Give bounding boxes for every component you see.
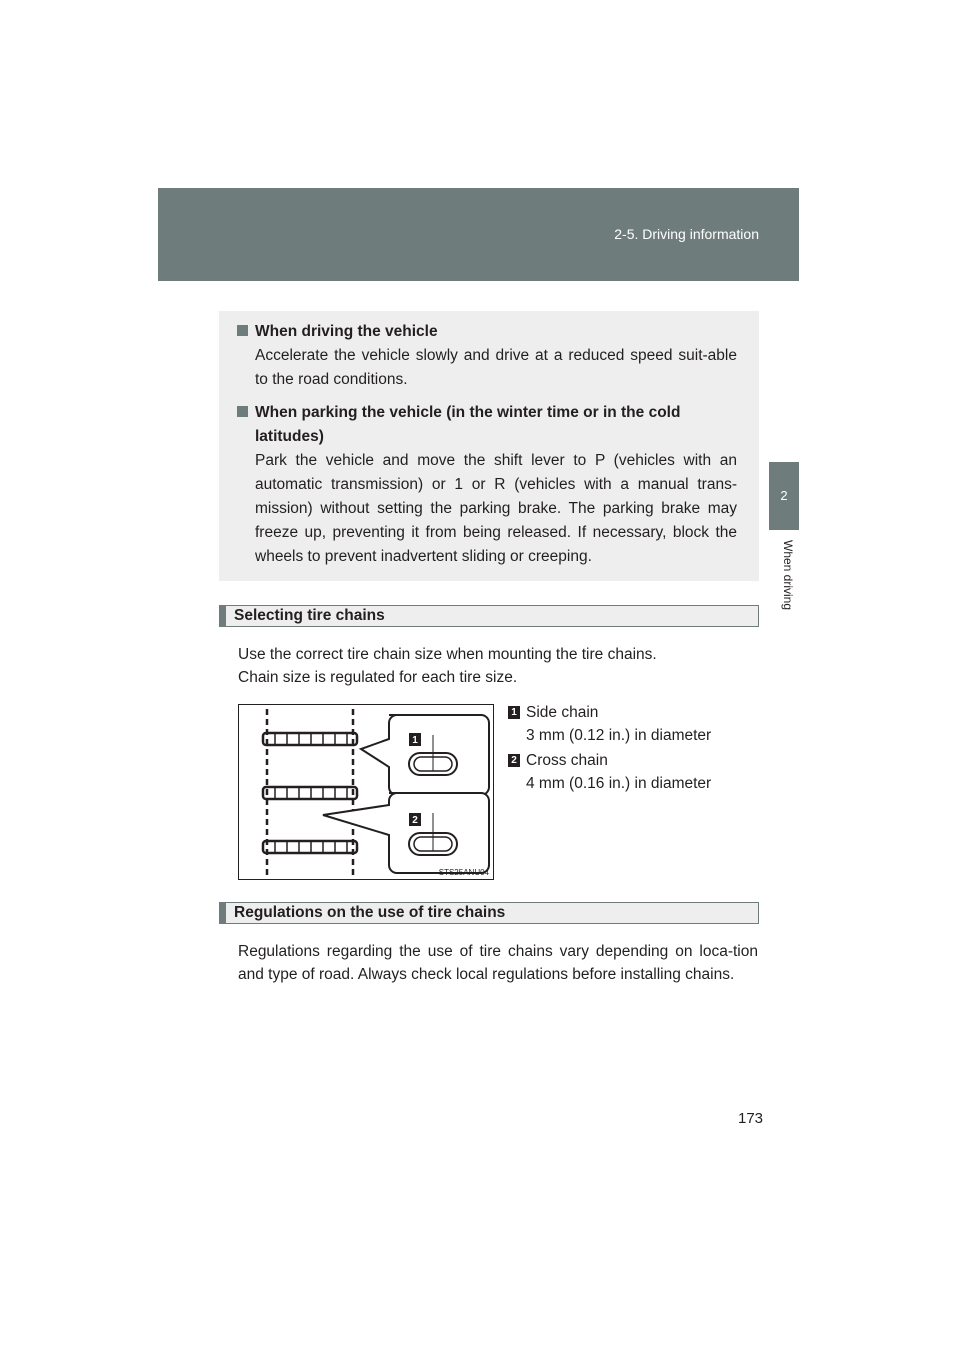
callout-item <box>508 749 711 795</box>
note-body: Park the vehicle and move the shift lever to P (vehicles with an automatic transmission) or 1 or R (vehicles with a manual trans-mission) without setting the parking brake. The parking brake may freeze up, preventing it from being released. If necessary, block the wheels to prevent inadvertent sliding or creeping. <box>255 452 737 565</box>
callout-number: 2 <box>508 754 520 767</box>
section-title-header: 2-5. Driving information <box>614 226 759 242</box>
header-band <box>158 188 799 281</box>
square-bullet-icon <box>237 406 248 417</box>
chapter-tab: 2 <box>769 462 799 530</box>
chapter-label: When driving <box>781 540 795 611</box>
paragraph: Regulations regarding the use of tire chains vary depending on loca-tion and type of road. Always check local regulations before installing chains. <box>238 943 758 983</box>
section-heading: Regulations on the use of tire chains <box>234 904 506 921</box>
callout-item <box>508 701 711 747</box>
note-title: When parking the vehicle (in the winter time or in the cold latitudes) <box>255 404 681 445</box>
chain-illustration <box>239 705 493 879</box>
callout-name: Cross chain <box>526 752 608 769</box>
callout-spec: 4 mm (0.16 in.) in diameter <box>526 775 712 792</box>
square-bullet-icon <box>237 325 248 336</box>
callout-spec: 3 mm (0.12 in.) in diameter <box>526 727 712 744</box>
page-number: 173 <box>738 1110 764 1127</box>
note-item <box>237 401 737 569</box>
figure-code: STS25ANU04 <box>438 868 489 877</box>
note-title: When driving the vehicle <box>255 323 438 340</box>
figure-badge-2: 2 <box>412 815 418 826</box>
figure-badge-1: 1 <box>412 735 418 746</box>
text-line: Use the correct tire chain size when mounting the tire chains. <box>238 646 657 663</box>
section-header <box>219 902 759 924</box>
note-body: Accelerate the vehicle slowly and drive at a reduced speed suit-able to the road conditions. <box>255 347 737 388</box>
note-item <box>237 320 737 392</box>
text-line: Chain size is regulated for each tire size. <box>238 669 518 686</box>
section-header <box>219 605 759 627</box>
callout-name: Side chain <box>526 704 599 721</box>
callout-number: 1 <box>508 706 520 719</box>
paragraph <box>238 643 657 689</box>
tire-chain-figure <box>238 704 494 880</box>
section-heading: Selecting tire chains <box>234 607 385 624</box>
note-box <box>219 311 759 581</box>
